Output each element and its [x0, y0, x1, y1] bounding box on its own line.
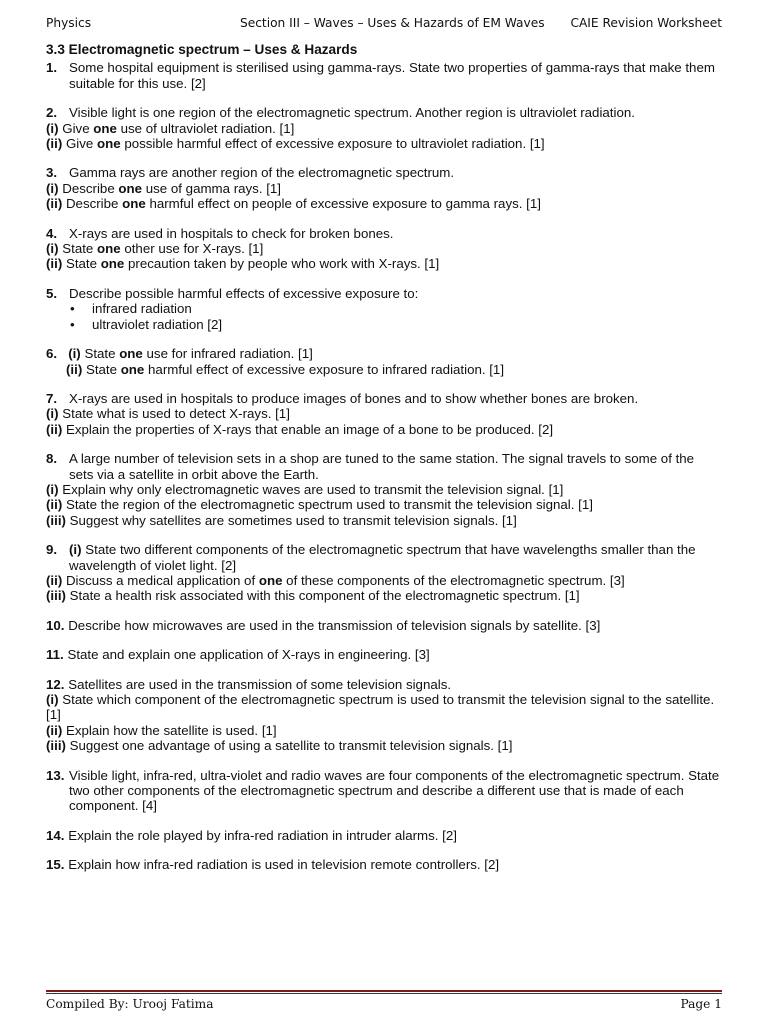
question-text: X-rays are used in hospitals to check for broken bones.	[69, 225, 394, 241]
question-text: X-rays are used in hospitals to produce images of bones and to show whether bones are broken.	[69, 390, 639, 406]
question-text: Explain how infra-red radiation is used in television remote controllers. [2]	[64, 857, 500, 873]
header-worksheet: CAIE Revision Worksheet	[570, 16, 722, 30]
sub-question-ii: (ii) Discuss a medical application of one of these components of the electromagnetic spectrum. [3]	[46, 572, 625, 588]
page-footer	[46, 997, 722, 1015]
question-number: 2.	[46, 105, 58, 121]
question-11	[46, 647, 722, 662]
sub-question-i: (i) Give one use of ultraviolet radiation. [1]	[46, 120, 295, 136]
question-number: 7.	[46, 390, 58, 406]
footer-compiled-by: Compiled By: Urooj Fatima	[46, 997, 214, 1011]
question-number: 10.	[46, 617, 65, 633]
page-header	[46, 16, 722, 34]
sub-question-i: 6. (i) State one use for infrared radiation. [1]	[46, 346, 313, 362]
question-15	[46, 857, 722, 872]
footer-page-number: Page 1	[680, 997, 722, 1011]
question-3	[46, 165, 722, 211]
bullet-list	[46, 301, 722, 332]
question-number: 15.	[46, 857, 65, 873]
question-9	[46, 542, 722, 604]
sub-question-i: (i) State what is used to detect X-rays. [1]	[46, 406, 290, 422]
footer-divider-thin	[46, 993, 722, 994]
question-number: 13.	[46, 767, 65, 783]
sub-question-ii: (ii) State one precaution taken by people who work with X-rays. [1]	[46, 256, 440, 272]
question-number: 12.	[46, 676, 65, 692]
sub-question-iii: (iii) Suggest one advantage of using a satellite to transmit television signals. [1]	[46, 738, 513, 754]
question-number: 1.	[46, 60, 58, 76]
sub-question-ii: (ii) Give one possible harmful effect of excessive exposure to ultraviolet radiation. [1]	[46, 136, 545, 152]
question-2	[46, 105, 722, 151]
sub-question-i: (i) Describe one use of gamma rays. [1]	[46, 180, 281, 196]
question-number: 11.	[46, 647, 64, 663]
sub-question-i: (i) Explain why only electromagnetic waves are used to transmit the television signal. [1]	[46, 481, 564, 497]
sub-question-i: 9. (i) State two different components of the electromagnetic spectrum that have wavelengths smaller than the wavelength of violet light. [2]	[46, 542, 696, 573]
question-number: 14.	[46, 827, 65, 843]
question-14	[46, 828, 722, 843]
question-text: Satellites are used in the transmission of some television signals.	[64, 676, 452, 692]
question-text: Gamma rays are another region of the electromagnetic spectrum.	[69, 165, 455, 181]
question-text: Explain the role played by infra-red radiation in intruder alarms. [2]	[64, 827, 457, 843]
question-1	[46, 60, 722, 91]
question-4	[46, 226, 722, 272]
bullet-item: • infrared radiation	[92, 301, 722, 316]
question-text: A large number of television sets in a shop are tuned to the same station. The signal travels to some of the sets via a satellite in orbit above the Earth.	[69, 451, 695, 482]
sub-question-ii: (ii) State one harmful effect of excessive exposure to infrared radiation. [1]	[66, 361, 505, 377]
question-number: 3.	[46, 165, 58, 181]
question-text: Describe how microwaves are used in the transmission of television signals by satellite. [3]	[64, 617, 601, 633]
question-5	[46, 286, 722, 332]
question-12	[46, 677, 722, 754]
question-7	[46, 391, 722, 437]
question-number: 5.	[46, 285, 58, 301]
worksheet-title: 3.3 Electromagnetic spectrum – Uses & Hazards	[46, 42, 358, 57]
question-number: 4.	[46, 225, 58, 241]
worksheet-content	[46, 42, 722, 887]
question-10	[46, 618, 722, 633]
sub-question-i: (i) State one other use for X-rays. [1]	[46, 241, 264, 257]
sub-question-ii: (ii) Explain the properties of X-rays that enable an image of a bone to be produced. [2]	[46, 421, 554, 437]
question-text: Some hospital equipment is sterilised using gamma-rays. State two properties of gamma-rays that make them suitable for this use. [2]	[69, 60, 715, 91]
bullet-item: • ultraviolet radiation [2]	[92, 317, 722, 332]
sub-question-iii: (iii) Suggest why satellites are sometimes used to transmit television signals. [1]	[46, 512, 517, 528]
question-text: Describe possible harmful effects of excessive exposure to:	[69, 285, 419, 301]
header-subject: Physics	[46, 16, 92, 30]
footer-divider	[46, 990, 722, 992]
sub-question-iii: (iii) State a health risk associated with this component of the electromagnetic spectrum. [1]	[46, 588, 580, 604]
sub-question-ii: (ii) State the region of the electromagnetic spectrum used to transmit the television signal. [1]	[46, 497, 593, 513]
sub-question-ii: (ii) Explain how the satellite is used. [1]	[46, 722, 277, 738]
question-6	[46, 346, 722, 377]
question-text: Visible light is one region of the electromagnetic spectrum. Another region is ultraviolet radiation.	[69, 105, 635, 121]
question-13	[46, 768, 722, 814]
question-text: State and explain one application of X-rays in engineering. [3]	[63, 647, 430, 663]
question-text: Visible light, infra-red, ultra-violet and radio waves are four components of the electromagnetic spectrum. State two other components of the electromagnetic spectrum and describe a different use that is made of each component. [4]	[69, 767, 720, 814]
sub-question-ii: (ii) Describe one harmful effect on people of excessive exposure to gamma rays. [1]	[46, 196, 541, 212]
question-number: 8.	[46, 451, 58, 467]
question-8	[46, 451, 722, 528]
header-section: Section III – Waves – Uses & Hazards of EM Waves	[240, 16, 545, 30]
sub-question-i: (i) State which component of the electromagnetic spectrum is used to transmit the television signal to the satellite. [1]	[46, 692, 715, 723]
